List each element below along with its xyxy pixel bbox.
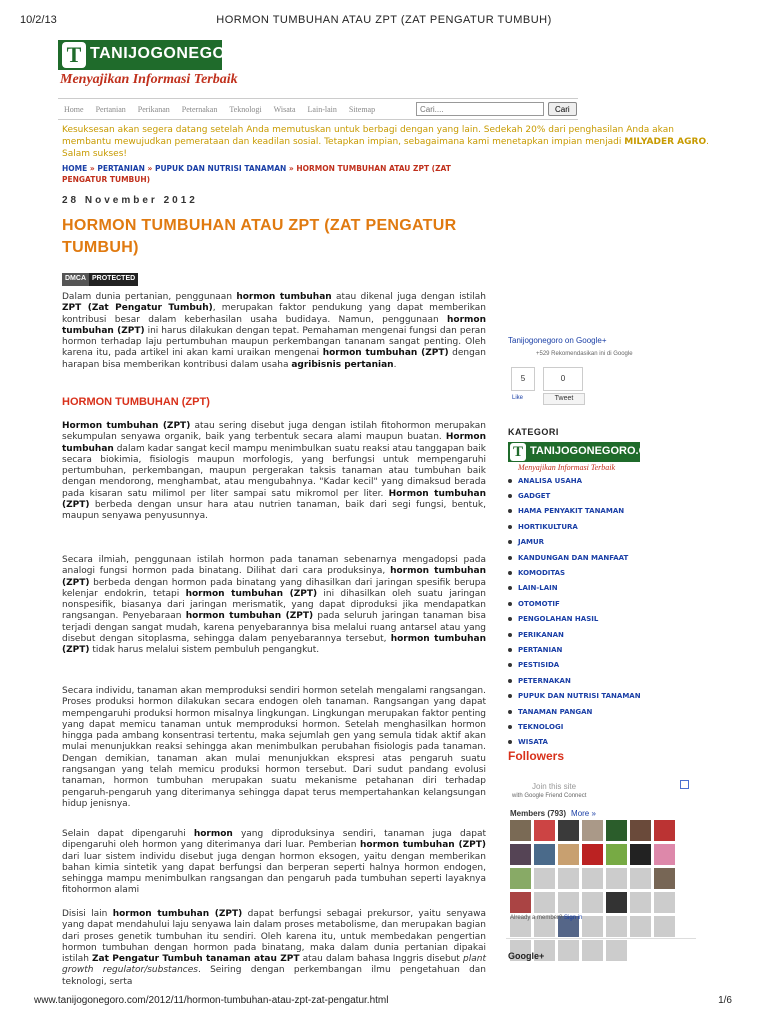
category-item[interactable]	[508, 642, 678, 657]
text-run: .	[393, 359, 397, 370]
print-date: 10/2/13	[20, 14, 57, 26]
print-url: www.tanijogonegoro.com/2012/11/hormon-tumbuhan-atau-zpt-zat-pengatur.html	[34, 995, 389, 1006]
post-paragraph-3	[62, 686, 486, 810]
bullet-icon	[508, 479, 512, 483]
banner-text: Kesuksesan akan segera datang setelah Anda memutuskan untuk berbagi dengan yang lain. Sedekah 20% dari penghasilan Anda akan membantu mewujudkan pemerataan dan keadilan sosial. Tetapkan impian, sebagaimana kami menetapkan impian menjadi	[62, 125, 674, 147]
text-run: dari luar sistem individu disebut juga dengan hormon eksogen, yaitu dengan memberikan bahan kimia sintetik yang dapat berfungsi dan berperan seperti halnya hormon endogen, sehingga mampu menimbulkan rangsangan dan pengaruh pada tumbuhan seperti layaknya fitohormon alami	[62, 851, 486, 896]
member-avatar[interactable]	[630, 820, 651, 841]
category-item[interactable]	[508, 673, 678, 688]
text-run: agribisnis pertanian	[291, 359, 394, 370]
print-page-number: 1/6	[718, 995, 732, 1006]
text-run: hormon tumbuhan (ZPT)	[112, 909, 243, 919]
category-label: ANALISA USAHA	[518, 476, 583, 485]
member-avatar[interactable]	[558, 820, 579, 841]
banner-tail: . Salam sukses!	[62, 137, 709, 159]
post-paragraph-4	[62, 829, 486, 897]
category-label: PERIKANAN	[518, 630, 564, 639]
category-label: HAMA PENYAKIT TANAMAN	[518, 507, 625, 516]
category-label: PENGOLAHAN HASIL	[518, 615, 599, 624]
category-label: OTOMOTIF	[518, 599, 560, 608]
category-item[interactable]	[508, 612, 678, 627]
post-subheading: HORMON TUMBUHAN (ZPT)	[62, 396, 210, 408]
member-avatar[interactable]	[654, 844, 675, 865]
member-avatar[interactable]	[558, 892, 579, 913]
members-more-link[interactable]: More »	[571, 809, 596, 818]
member-avatar[interactable]	[606, 940, 627, 961]
category-label: TANAMAN PANGAN	[518, 707, 593, 716]
tweet-count: 0	[543, 367, 583, 391]
banner-brand: MILYADER AGRO	[624, 137, 707, 147]
breadcrumb-pertanian[interactable]: PERTANIAN	[97, 164, 145, 173]
member-avatar[interactable]	[630, 844, 651, 865]
category-item[interactable]	[508, 550, 678, 565]
signin-link[interactable]: Sign in	[564, 915, 583, 921]
gplus-count: +529 Rekomendasikan ini di Google	[536, 351, 633, 357]
category-label: KANDUNGAN DAN MANFAAT	[518, 553, 629, 562]
breadcrumb-sep: »	[144, 164, 155, 173]
post-title[interactable]: HORMON TUMBUHAN ATAU ZPT (ZAT PENGATUR TUMBUH)	[62, 217, 457, 256]
logo-t-icon: T	[62, 42, 86, 68]
member-avatar[interactable]	[630, 916, 651, 937]
category-item[interactable]	[508, 627, 678, 642]
post-paragraph-5	[62, 909, 486, 988]
category-item[interactable]	[508, 581, 678, 596]
bullet-icon	[508, 648, 512, 652]
tweet-button[interactable]: Tweet	[543, 393, 585, 405]
category-label: PETERNAKAN	[518, 676, 571, 685]
text-run: hormon tumbuhan	[236, 292, 332, 302]
bullet-icon	[508, 494, 512, 498]
category-label: HORTIKULTURA	[518, 522, 578, 531]
category-label: KOMODITAS	[518, 569, 566, 578]
nav-item-home[interactable]: Home	[64, 104, 84, 114]
already-text: Already a member?	[510, 915, 563, 921]
text-run: Hormon tumbuhan (ZPT)	[62, 421, 191, 431]
post-paragraph-1	[62, 421, 486, 523]
members-label: Members (793)	[510, 809, 567, 818]
breadcrumb-home[interactable]: HOME	[62, 164, 88, 173]
text-run: hormon tumbuhan (ZPT)	[360, 840, 486, 851]
like-count: 5	[511, 367, 535, 391]
category-list	[508, 473, 678, 750]
category-item[interactable]	[508, 488, 678, 503]
sidebar-logo-name: TANIJOGONEGORO.COM	[530, 445, 665, 457]
member-avatar[interactable]	[582, 916, 603, 937]
already-member	[510, 915, 582, 921]
bullet-icon	[508, 694, 512, 698]
category-item[interactable]	[508, 688, 678, 703]
category-item[interactable]	[508, 473, 678, 488]
post-date: 28 November 2012	[62, 195, 198, 206]
category-label: WISATA	[518, 738, 548, 747]
text-run: tidak harus melalui sistem pembuluh pengangkut.	[89, 645, 320, 656]
member-avatar[interactable]	[510, 868, 531, 889]
member-avatar[interactable]	[582, 940, 603, 961]
logo-tagline: Menyajikan Informasi Terbaik	[60, 72, 238, 87]
bullet-icon	[508, 740, 512, 744]
member-avatar[interactable]	[534, 844, 555, 865]
breadcrumb-pupuk[interactable]: PUPUK DAN NUTRISI TANAMAN	[154, 164, 287, 173]
text-run: yang diproduksinya sendiri, tanaman juga dapat dipengaruhi oleh hormon yang diterimanya dari luar. Pemberian	[62, 829, 486, 851]
bullet-icon	[508, 633, 512, 637]
member-avatar[interactable]	[534, 868, 555, 889]
text-run: hormon tumbuhan (ZPT)	[322, 348, 449, 359]
motto-banner	[62, 124, 712, 160]
breadcrumb	[62, 163, 492, 185]
join-site-link[interactable]: Join this site	[532, 782, 577, 791]
sidebar-logo-t-icon: T	[510, 443, 526, 461]
category-item[interactable]	[508, 719, 678, 734]
text-run: ZPT (Zat Pengatur Tumbuh)	[62, 303, 213, 314]
nav-item-teknologi[interactable]: Teknologi	[229, 104, 262, 114]
text-run: hormon tumbuhan (ZPT)	[185, 611, 314, 622]
dmca-badge[interactable]	[62, 273, 138, 286]
member-avatar[interactable]	[510, 844, 531, 865]
text-run: ini harus dilakukan dengan tepat. Pemahaman mengenai fungsi dan peran hormon terhadap laju pertumbuhan maupun perkembangan tananam sangat penting. Oleh karena itu, pada artikel ini akan kami uraikan mengenai	[62, 325, 486, 359]
bullet-icon	[508, 725, 512, 729]
gfc-icon[interactable]	[680, 780, 689, 789]
category-label: LAIN-LAIN	[518, 584, 558, 593]
search-input[interactable]	[416, 102, 544, 116]
member-avatar[interactable]	[654, 916, 675, 937]
text-run: Dalam dunia pertanian, penggunaan	[62, 292, 237, 302]
bullet-icon	[508, 571, 512, 575]
text-run: hormon tumbuhan (ZPT)	[62, 634, 486, 656]
member-avatar[interactable]	[510, 820, 531, 841]
members-count	[510, 809, 596, 818]
member-avatar[interactable]	[534, 892, 555, 913]
breadcrumb-sep: »	[87, 164, 98, 173]
search-box	[416, 102, 577, 116]
text-run: Hormon tumbuhan	[62, 432, 486, 454]
category-label: JAMUR	[518, 538, 545, 547]
sidebar-logo-tagline: Menyajikan Informasi Terbaik	[518, 463, 616, 472]
member-avatar[interactable]	[654, 820, 675, 841]
text-run: hormon tumbuhan (ZPT)	[62, 314, 486, 336]
category-item[interactable]	[508, 704, 678, 719]
gplus-title[interactable]: Tanijogonegoro on Google+	[508, 336, 607, 345]
text-run: berbeda dengan hormon pada binatang yang dihasilkan dari jaringan spesifik berupa kelenjar endokrin, tetapi	[62, 577, 486, 599]
bullet-icon	[508, 710, 512, 714]
text-run: dapat berfungsi sebagai prekursor, yaitu senyawa yang dapat mendahului laju senyawa lain dalam proses metabolisme, dan merupakan bagian dari proses genetik tumbuhan itu sendiri. Oleh karena itu, untuk membedakan pengertian hormon tumbuhan dengan hormon pada binatang, maka dalam dunia pertanian dipakai istilah	[62, 909, 486, 965]
sidebar-logo	[508, 442, 665, 474]
nav-item-lain-lain[interactable]: Lain-lain	[307, 104, 337, 114]
text-run: plant growth regulator/substances	[62, 954, 486, 976]
text-run: pada seluruh jaringan tanaman bisa terjadi dengan sangat mudah, karena penyebarannya bisa melalui ruang antarsel atau yang disebut dengan sitoplasma, sehingga dalam penyebarannya tersebut,	[62, 611, 486, 645]
post-intro	[62, 292, 486, 371]
bullet-icon	[508, 509, 512, 513]
member-avatar[interactable]	[606, 892, 627, 913]
text-run: Secara individu, tanaman akan memproduksi sendiri hormon setelah mengalami rangsangan. Proses produksi hormon dilakukan secara endogen oleh tanaman. Rangsangan yang dapat mempengaruhi produksi hormon misalnya lingkungan. Lingkungan merupakan faktor penting yang dapat memicu tanaman untuk memproduksi hormon. Setelah menghasilkan hormon hingga pada ambang konsentrasi tertentu, maka sejumlah gen yang semula tidak aktif akan mulai menunjukkan reaksi sehingga akan menimbulkan perubahan fisiologis pada tanaman. Dengan demikian, tanaman akan mulai menunjukkan ekspresi atas pengaruh suatu rangsangan yang telah memicu produksi hormon tersebut. Dari sudut pandang evolusi tanaman, hormon tumbuhan merupakan suatu mekanisme petahanan diri terhadap pengaruh-pengaruh yang diterimanya sehingga dapat terus mempertahankan kelangsungan hidup jenisnya.	[62, 686, 486, 809]
dmca-protected-label: PROTECTED	[89, 273, 138, 286]
print-title: HORMON TUMBUHAN ATAU ZPT (ZAT PENGATUR TUMBUH)	[216, 14, 552, 26]
member-avatar[interactable]	[606, 820, 627, 841]
logo-name: TANIJOGONEGORO	[90, 45, 251, 62]
category-label: PERTANIAN	[518, 645, 563, 654]
category-label: PESTISIDA	[518, 661, 560, 670]
bullet-icon	[508, 663, 512, 667]
text-run: Secara ilmiah, penggunaan istilah hormon pada tanaman sebenarnya mengadopsi pada analogi fungsi hormon pada binatang. Dilihat dari cara produksinya,	[62, 555, 486, 577]
text-run: hormon tumbuhan (ZPT)	[185, 588, 318, 599]
bullet-icon	[508, 602, 512, 606]
text-run: , merupakan faktor pendukung yang dapat memberikan kontribusi besar dalam keberhasilan usaha budidaya. Namun, penggunaan	[62, 303, 486, 325]
bullet-icon	[508, 525, 512, 529]
text-run: dengan harapan bisa memberikan kontribusi dalam usaha	[62, 348, 486, 370]
gplus-widget-title: Google+	[508, 951, 545, 961]
nav-item-wisata[interactable]: Wisata	[273, 104, 296, 114]
category-item[interactable]	[508, 519, 678, 534]
member-avatar[interactable]	[558, 940, 579, 961]
member-avatar[interactable]	[606, 844, 627, 865]
nav-item-perikanan[interactable]: Perikanan	[137, 104, 170, 114]
nav-item-sitemap[interactable]: Sitemap	[348, 104, 376, 114]
text-run: atau sering disebut juga dengan istilah fitohormon merupakan sekumpulan senyawa organik, baik yang terbentuk secara alami maupun buatan.	[62, 421, 487, 443]
search-button[interactable]: Cari	[548, 102, 577, 116]
text-run: atau dalam bahasa Inggris disebut	[299, 954, 464, 965]
member-avatar[interactable]	[534, 820, 555, 841]
like-button[interactable]: Like	[512, 395, 524, 401]
bullet-icon	[508, 679, 512, 683]
text-run: hormon tumbuhan (ZPT)	[62, 566, 486, 588]
breadcrumb-sep: »	[286, 164, 297, 173]
category-item[interactable]	[508, 535, 678, 550]
category-item[interactable]	[508, 658, 678, 673]
bullet-icon	[508, 617, 512, 621]
member-avatar[interactable]	[582, 892, 603, 913]
text-run: Disisi lain	[62, 909, 113, 919]
text-run: atau dikenal juga dengan istilah	[331, 292, 487, 302]
member-avatar[interactable]	[582, 844, 603, 865]
category-item[interactable]	[508, 735, 678, 750]
text-run: berbeda dengan unsur hara atau nutrien tanaman, baik dari segi fungsi, bentuk, maupun senyawa penyusunnya.	[62, 500, 486, 522]
category-item[interactable]	[508, 504, 678, 519]
text-run: Zat Pengatur Tumbuh tanaman atau ZPT	[92, 954, 300, 965]
member-avatar[interactable]	[510, 892, 531, 913]
category-label: GADGET	[518, 492, 551, 501]
dmca-label: DMCA	[62, 273, 89, 286]
followers-title: Followers	[508, 749, 565, 763]
category-label: PUPUK DAN NUTRISI TANAMAN	[518, 692, 641, 701]
member-avatar[interactable]	[582, 820, 603, 841]
member-avatars	[510, 820, 690, 961]
member-avatar[interactable]	[654, 868, 675, 889]
member-avatar[interactable]	[606, 916, 627, 937]
nav-item-peternakan[interactable]: Peternakan	[181, 104, 218, 114]
category-label: TEKNOLOGI	[518, 722, 564, 731]
sidebar-divider	[506, 938, 696, 939]
member-avatar[interactable]	[654, 892, 675, 913]
category-item[interactable]	[508, 565, 678, 580]
bullet-icon	[508, 540, 512, 544]
member-avatar[interactable]	[582, 868, 603, 889]
category-item[interactable]	[508, 596, 678, 611]
member-avatar[interactable]	[630, 868, 651, 889]
member-avatar[interactable]	[558, 844, 579, 865]
member-avatar[interactable]	[606, 868, 627, 889]
kategori-title: KATEGORI	[508, 427, 559, 437]
bullet-icon	[508, 556, 512, 560]
join-sub-text: with Google Friend Connect	[512, 793, 587, 799]
text-run: ini dihasilkan oleh suatu jaringan nonspesifik, biasanya dari jaringan merismatik, yang dapat diproduksi jika mendapatkan rangsangan. Penyebaraan	[62, 588, 486, 622]
nav-item-pertanian[interactable]: Pertanian	[95, 104, 126, 114]
post-paragraph-2	[62, 555, 486, 657]
member-avatar[interactable]	[630, 892, 651, 913]
text-run: hormon	[193, 829, 233, 839]
member-avatar[interactable]	[558, 868, 579, 889]
text-run: Selain dapat dipengaruhi	[62, 829, 194, 839]
site-logo[interactable]	[58, 40, 251, 95]
text-run: dalam kadar sangat kecil mampu menimbulkan suatu reaksi atau tanggapan baik secara biokimia, fisiologis maupun morfologis, yang berfungsi untuk mempengaruhi pertumbuhan, perkembangan, maupun pergerakan taksis tanaman atau tumbuhan baik dengan mendorong, menghambat, atau mengubahnya. "Kadar kecil" yang dimaksud berada pada kisaran satu milimol per liter sampai satu mikromol per liter.	[62, 443, 486, 499]
text-run: Hormon tumbuhan (ZPT)	[62, 488, 486, 511]
bullet-icon	[508, 586, 512, 590]
breadcrumb-current: HORMON TUMBUHAN ATAU ZPT (ZAT PENGATUR TUMBUH)	[62, 164, 451, 184]
text-run: . Seiring dengan perkembangan ilmu pengetahuan dan teknologi, serta	[62, 965, 487, 987]
